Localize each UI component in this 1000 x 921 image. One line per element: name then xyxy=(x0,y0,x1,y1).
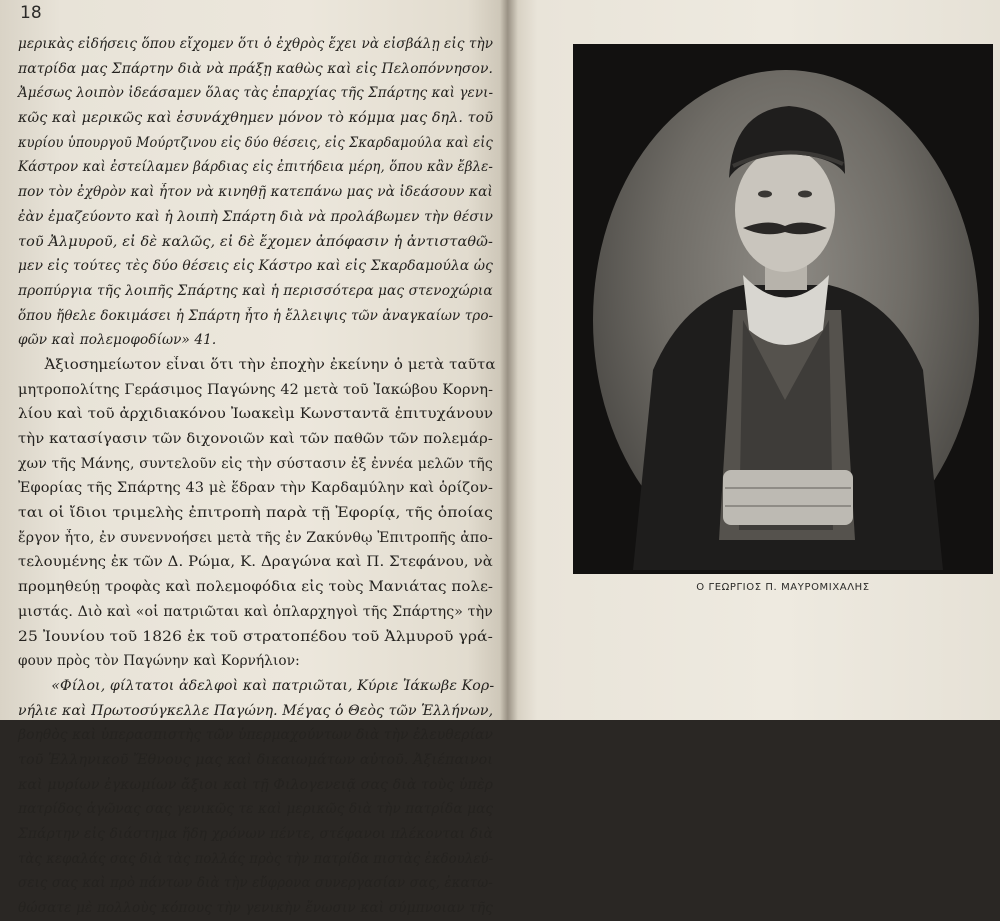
portrait-plate xyxy=(573,44,993,574)
text-line: Ἀμέσως λοιπὸν ἰδεάσαμεν ὅλας τὰς ἐπαρχίας τῆς Σπάρτης καὶ γενι- xyxy=(18,85,494,102)
text-line: προμηθεύῃ τροφὰς καὶ πολεμοφόδια εἰς τοὺς Μανιάτας πολε- xyxy=(18,579,494,596)
text-line: 25 Ἰουνίου τοῦ 1826 ἐκ τοῦ στρατοπέδου τοῦ Ἀλμυροῦ γρά- xyxy=(18,628,493,645)
text-line: πατρίδος ἀγῶνας σας γενικῶς τε καὶ μερικῶς διὰ τὴν πατρίδα μας xyxy=(18,801,494,818)
text-line: χων τῆς Μάνης, συντελοῦν εἰς τὴν σύστασιν ἐξ ἐννέα μελῶν τῆς xyxy=(18,455,493,472)
text-line: Σπάρτην εἰς διάστημα ἤδη χρόνων πέντε, στέφανοι πλέκονται διὰ xyxy=(18,826,494,842)
text-line: τοῦ Ἀλμυροῦ, εἰ δὲ καλῶς, εἰ δὲ ἔχομεν ἀπόφασιν ἡ ἀντισταθῶ- xyxy=(18,233,493,250)
text-line: μερικὰς εἰδήσεις ὅπου εἴχομεν ὅτι ὁ ἐχθρὸς ἔχει νὰ εἰσβάλῃ εἰς τὴν xyxy=(18,36,494,52)
text-line: μεν εἰς τούτες τὲς δύο θέσεις εἰς Κάστρο καὶ εἰς Σκαρδαμούλα ὡς xyxy=(18,258,493,275)
text-line: τὴν κατασίγασιν τῶν διχονοιῶν καὶ τῶν παθῶν τῶν πολεμάρ- xyxy=(18,431,493,447)
text-line: θώσατε μὲ πολλοὺς κόπους τὴν γενικὴν ἕνωσιν καὶ σύμπνοιαν τῆς xyxy=(18,900,493,917)
book-gutter xyxy=(500,0,518,720)
text-line: φῶν καὶ πολεμοφοδίων» 41. xyxy=(18,332,217,349)
text-line: μιστάς. Διὸ καὶ «οἱ πατριῶται καὶ ὁπλαρχηγοὶ τῆς Σπάρτης» τὴν xyxy=(18,603,493,620)
text-line: Ἀξιοσημείωτον εἶναι ὅτι τὴν ἐποχὴν ἐκείνην ὁ μετὰ ταῦτα xyxy=(44,356,496,373)
portrait-caption: Ο ΓΕΩΡΓΙΟΣ Π. ΜΑΥΡΟΜΙΧΑΛΗΣ xyxy=(696,582,870,593)
text-line: βοηθὸς καὶ ὑπερασπιστὴς τῶν ὑπερμαχούντων διὰ τὴν ἐλευθερίαν xyxy=(18,727,494,744)
portrait-oval xyxy=(593,70,979,570)
text-line: πατρίδα μας Σπάρτην διὰ νὰ πράξῃ καθὼς καὶ εἰς Πελοπόννησον. xyxy=(18,60,494,77)
text-line: «Φίλοι, φίλτατοι ἀδελφοὶ καὶ πατριῶται, Κύριε Ἰάκωβε Κορ- xyxy=(51,677,495,694)
text-line: τελουμένης ἐκ τῶν Δ. Ρώμα, Κ. Δραγώνα καὶ Π. Στεφάνου, νὰ xyxy=(18,554,493,571)
text-line: τοῦ Ἑλληνικοῦ Ἔθνους μας καὶ δικαιωμάτων αὐτοῦ. Ἀξιέπαινοι xyxy=(18,751,494,768)
text-line: σεις σας καὶ πρὸ πάντων διὰ τὴν εὔφρονα συνεργασίαν σας, ἐκατω- xyxy=(18,875,493,892)
text-line: Κάστρον καὶ ἐστείλαμεν βάρδιας εἰς ἐπιτήδεια μέρη, ὅπου κἂν ἔβλε- xyxy=(18,159,494,176)
text-line: προπύργια τῆς λοιπῆς Σπάρτης καὶ ἡ περισσότερα μας στενοχώρια xyxy=(18,282,493,299)
text-line: Ἐφορίας τῆς Σπάρτης 43 μὲ ἕδραν τὴν Καρδαμύλην καὶ ὁρίζον- xyxy=(18,480,494,497)
body-text xyxy=(18,32,496,921)
text-line: κυρίου ὑπουργοῦ Μούρτζινου εἰς δύο θέσεις, εἰς Σκαρδαμούλα καὶ εἰς xyxy=(18,134,493,151)
text-line: τὰς κεφαλάς σας διὰ τὰς πολλάς πρὸς τὴν πατρίδα πιστὰς ἐκδουλεύ- xyxy=(18,850,494,867)
text-line: καὶ μυρίων ἐγκωμίων ἄξιοι καὶ τῇ Φιλογενειᾷ σας διὰ τοὺς ὑπὲρ xyxy=(18,776,494,793)
page-number: 18 xyxy=(20,3,42,23)
portrait-figure xyxy=(593,70,979,570)
text-line: ὅπου ἤθελε δοκιμάσει ἡ Σπάρτη ἦτο ἡ ἔλλειψις τῶν ἀναγκαίων τρο- xyxy=(18,307,494,324)
text-line: νήλιε καὶ Πρωτοσύγκελλε Παγώνη. Μέγας ὁ Θεὸς τῶν Ἑλλήνων, xyxy=(18,702,494,719)
text-line: λίου καὶ τοῦ ἀρχιδιακόνου Ἰωακεὶμ Κωνσταντᾶ ἐπιτυχάνουν xyxy=(18,406,494,423)
text-line: ἔργον ἦτο, ἐν συνεννοήσει μετὰ τῆς ἐν Ζακύνθῳ Ἐπιτροπῆς ἀπο- xyxy=(18,529,493,546)
text-line: φουν πρὸς τὸν Παγώνην καὶ Κορνήλιον: xyxy=(18,653,300,670)
text-line: μητροπολίτης Γεράσιμος Παγώνης 42 μετὰ τοῦ Ἰακώβου Κορνη- xyxy=(18,381,494,398)
text-line: ται οἱ ἴδιοι τριμελὴς ἐπιτροπὴ παρὰ τῇ Ἐφορίᾳ, τῆς ὁποίας xyxy=(18,505,493,522)
text-line: κῶς καὶ μερικῶς καὶ ἐσυνάχθημεν μόνον τὸ κόμμα μας δηλ. τοῦ xyxy=(18,110,494,127)
text-line: πον τὸν ἐχθρὸν καὶ ἦτον νὰ κινηθῇ κατεπάνω μας νὰ ἰδεάσουν καὶ xyxy=(18,184,493,201)
text-line: ἐὰν ἐμαζεύοντο καὶ ἡ λοιπὴ Σπάρτη διὰ νὰ προλάβωμεν τὴν θέσιν xyxy=(18,208,494,225)
